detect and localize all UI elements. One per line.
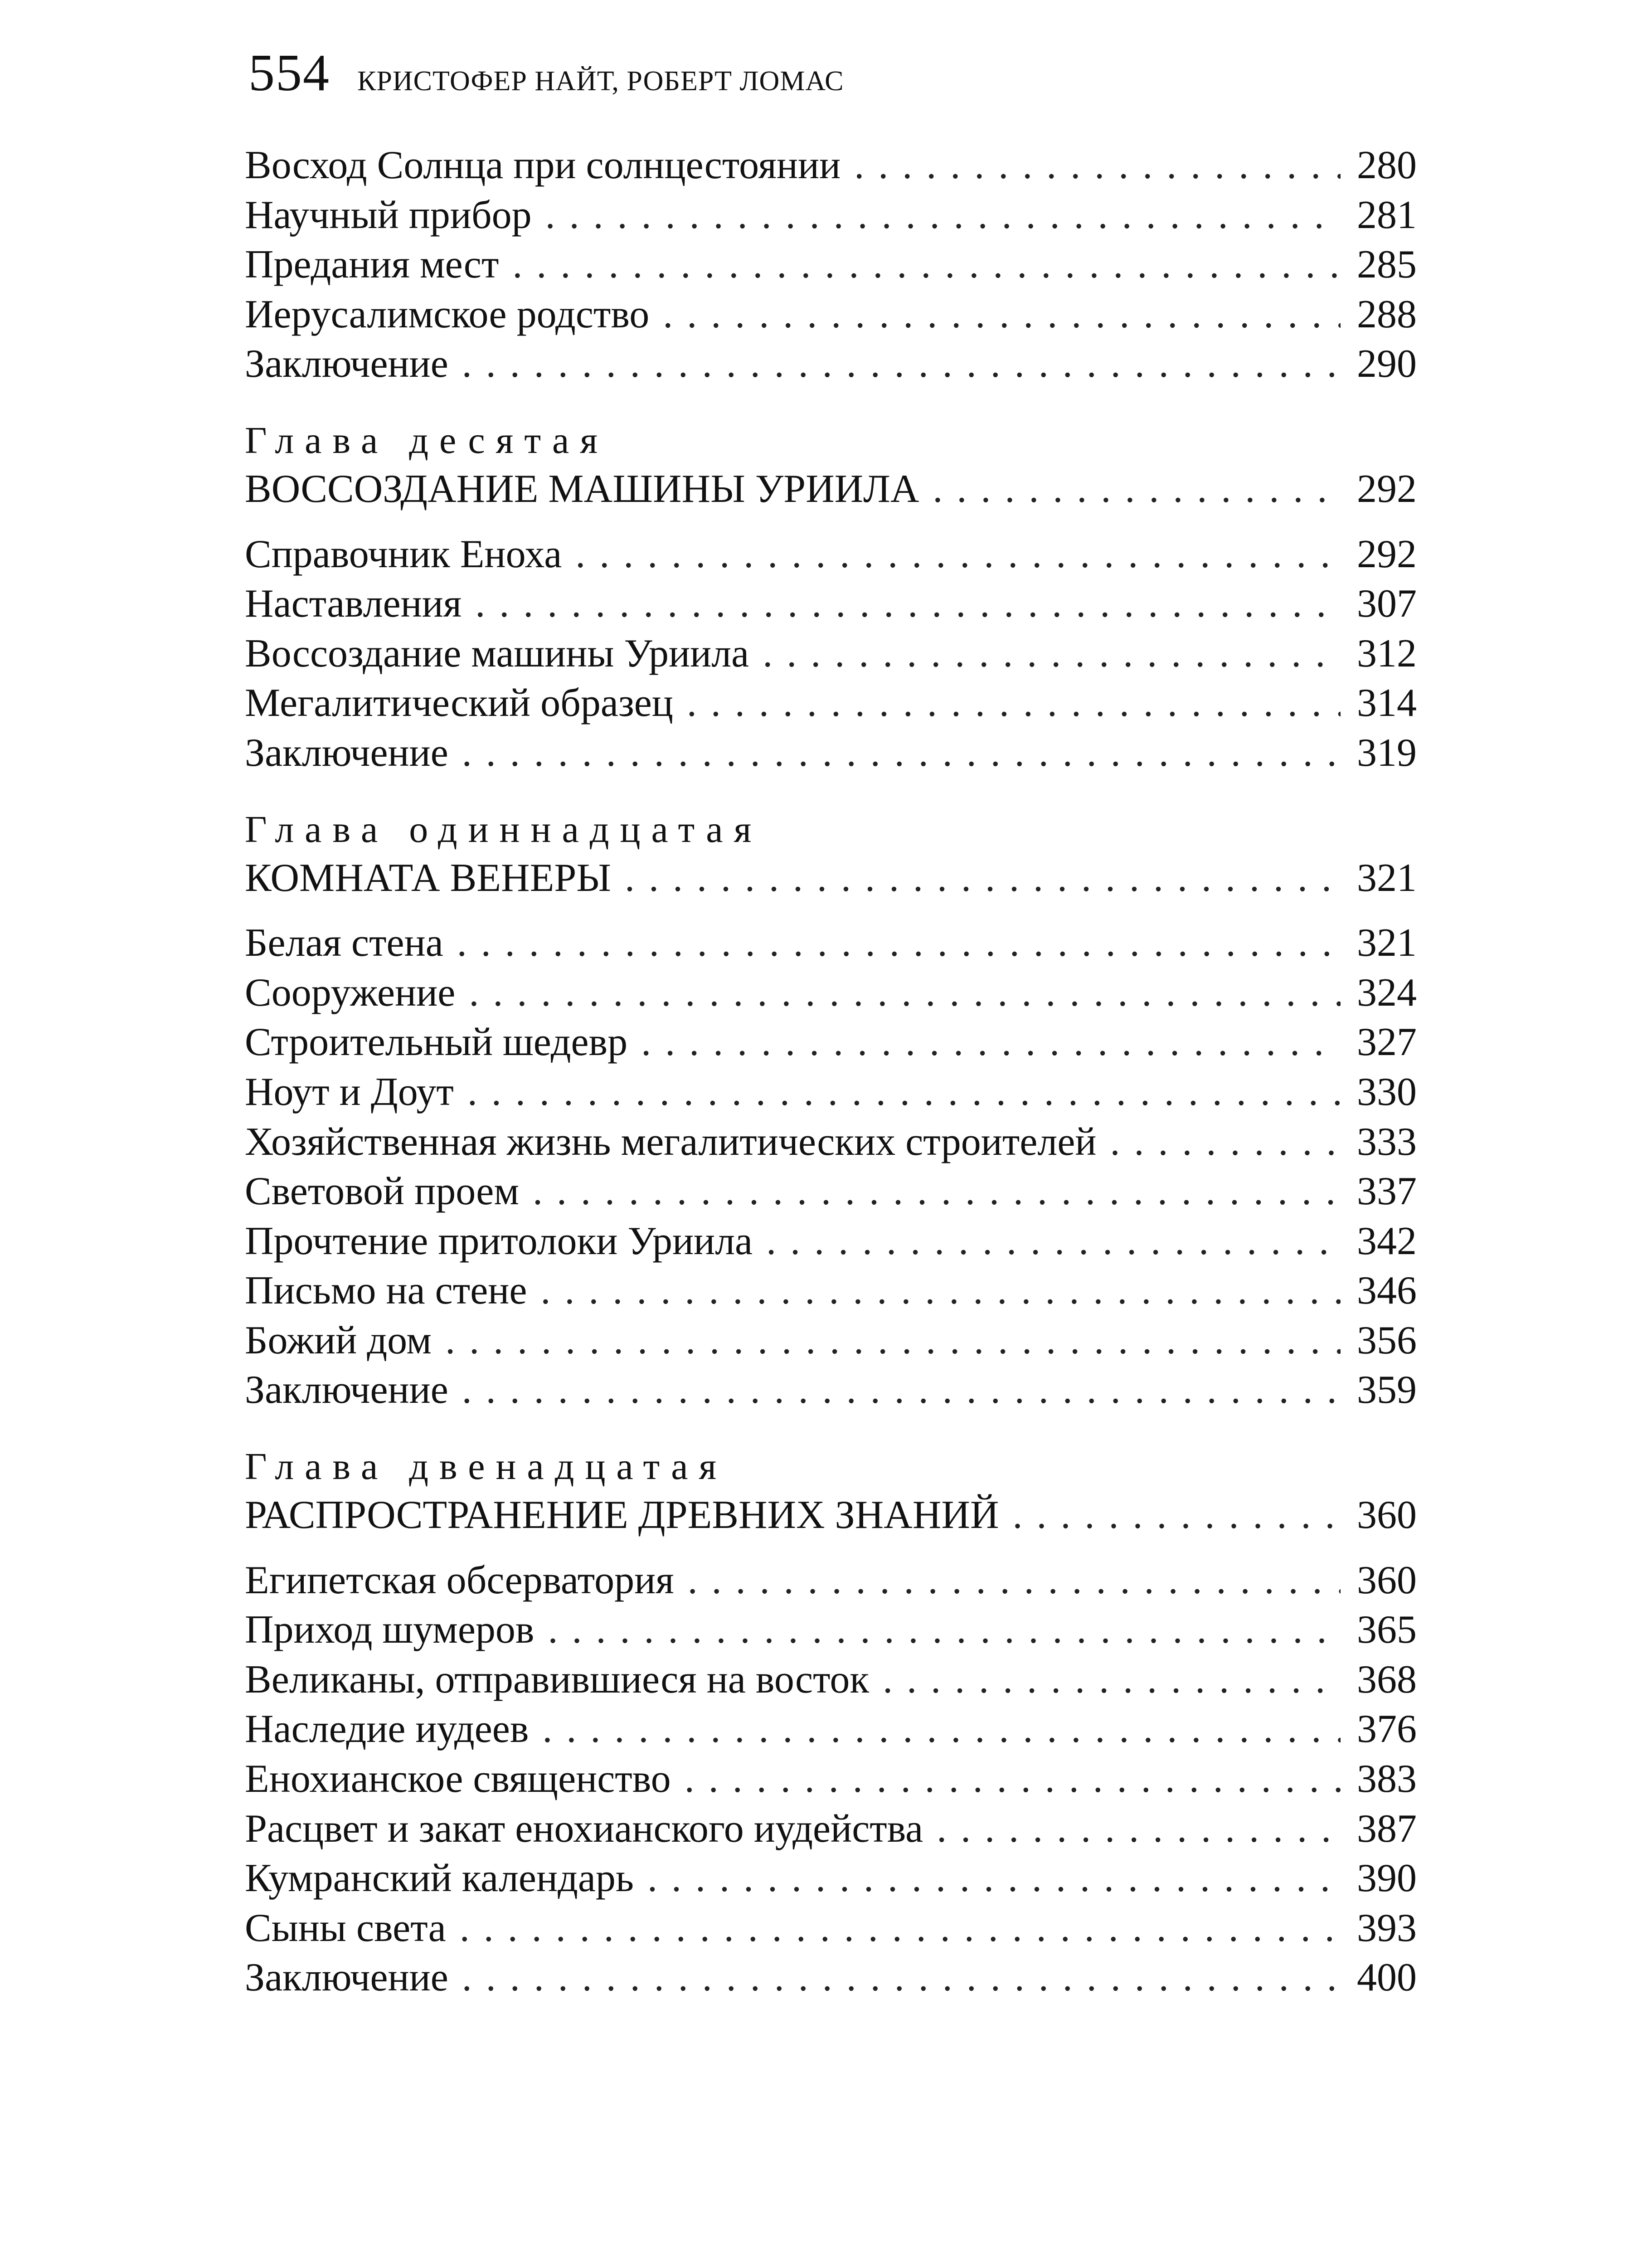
toc-entry-page: 387	[1357, 1806, 1417, 1851]
dot-leader	[467, 1067, 1341, 1117]
chapter-page: 321	[1357, 856, 1417, 900]
toc-entry[interactable]	[245, 1117, 1417, 1167]
toc-entry-page: 400	[1357, 1956, 1417, 2000]
toc-entry[interactable]	[245, 1804, 1417, 1854]
toc-entry-title: Заключение	[245, 1368, 448, 1412]
toc-entry-page: 290	[1357, 342, 1417, 386]
dot-leader	[647, 1853, 1341, 1903]
toc-entry-page: 330	[1357, 1070, 1417, 1114]
toc-entry-page: 327	[1357, 1020, 1417, 1065]
toc-entry-page: 376	[1357, 1707, 1417, 1751]
table-of-contents	[245, 141, 1417, 2003]
toc-entry[interactable]	[245, 141, 1417, 190]
dot-leader	[933, 464, 1341, 514]
toc-entry-title: Предания мест	[245, 243, 499, 287]
toc-entry[interactable]	[245, 1903, 1417, 1953]
toc-entry-title: Египетская обсерватория	[245, 1558, 674, 1602]
dot-leader	[854, 141, 1341, 190]
toc-entry-title: Мегалитический образец	[245, 681, 673, 725]
toc-entry-title: Справочник Еноха	[245, 532, 562, 576]
toc-entry-page: 365	[1357, 1608, 1417, 1652]
toc-entry-page: 342	[1357, 1219, 1417, 1263]
toc-entry-page: 359	[1357, 1368, 1417, 1412]
toc-entry-title: Наставления	[245, 582, 462, 626]
toc-entry[interactable]	[245, 1754, 1417, 1804]
toc-entry-page: 288	[1357, 292, 1417, 336]
toc-chapter-11	[245, 806, 1417, 1416]
toc-entry-title: Енохианское священство	[245, 1757, 671, 1801]
toc-entry-title: Восход Солнца при солнцестоянии	[245, 143, 841, 187]
toc-entry-page: 307	[1357, 582, 1417, 626]
chapter-title: КОМНАТА ВЕНЕРЫ	[245, 856, 612, 900]
toc-entry-title: Сыны света	[245, 1906, 446, 1950]
toc-entry[interactable]	[245, 1266, 1417, 1316]
toc-entry[interactable]	[245, 1316, 1417, 1366]
toc-entry-title: Заключение	[245, 1956, 448, 2000]
dot-leader	[469, 968, 1341, 1018]
toc-entry[interactable]	[245, 1605, 1417, 1655]
dot-leader	[462, 339, 1341, 389]
dot-leader	[462, 728, 1341, 778]
toc-entry-title: Ноут и Доут	[245, 1070, 454, 1114]
toc-entry-title: Иерусалимское родство	[245, 292, 650, 336]
toc-entry[interactable]	[245, 1167, 1417, 1216]
toc-entry-page: 312	[1357, 631, 1417, 676]
toc-entry-page: 333	[1357, 1119, 1417, 1164]
toc-entry-page: 360	[1357, 1558, 1417, 1602]
toc-entry-page: 280	[1357, 143, 1417, 187]
dot-leader	[475, 579, 1341, 629]
toc-entry[interactable]	[245, 240, 1417, 290]
toc-entry-title: Наследие иудеев	[245, 1707, 529, 1751]
toc-entry[interactable]	[245, 1853, 1417, 1903]
toc-chapter-10	[245, 417, 1417, 778]
toc-entry[interactable]	[245, 290, 1417, 340]
dot-leader	[625, 853, 1341, 903]
toc-entry-page: 346	[1357, 1269, 1417, 1313]
toc-entry[interactable]	[245, 339, 1417, 389]
chapter-page: 360	[1357, 1493, 1417, 1537]
toc-entry-page: 281	[1357, 193, 1417, 237]
toc-entry[interactable]	[245, 1704, 1417, 1754]
toc-entry-title: Заключение	[245, 342, 448, 386]
dot-leader	[533, 1167, 1341, 1216]
toc-entry-page: 314	[1357, 681, 1417, 725]
chapter-page: 292	[1357, 467, 1417, 511]
toc-entry-page: 321	[1357, 921, 1417, 965]
toc-entry-title: Воссоздание машины Уриила	[245, 631, 749, 676]
toc-entry-page: 356	[1357, 1318, 1417, 1362]
chapter-label: Глава двенадцатая	[245, 1445, 728, 1488]
toc-entry-page: 319	[1357, 730, 1417, 775]
toc-entry-page: 337	[1357, 1169, 1417, 1214]
dot-leader	[462, 1365, 1341, 1415]
toc-entry-page: 285	[1357, 243, 1417, 287]
page-header	[248, 43, 844, 103]
toc-entry-title: Кумранский календарь	[245, 1856, 634, 1901]
toc-entry[interactable]	[245, 918, 1417, 968]
dot-leader	[641, 1017, 1341, 1067]
toc-entry-page: 324	[1357, 970, 1417, 1015]
toc-entry[interactable]	[245, 1953, 1417, 2003]
running-head: КРИСТОФЕР НАЙТ, РОБЕРТ ЛОМАС	[357, 66, 844, 97]
toc-entry-page: 383	[1357, 1757, 1417, 1801]
toc-chapter-12	[245, 1443, 1417, 2003]
dot-leader	[763, 629, 1341, 679]
chapter-title: РАСПРОСТРАНЕНИЕ ДРЕВНИХ ЗНАНИЙ	[245, 1493, 999, 1537]
toc-entry-page: 368	[1357, 1657, 1417, 1702]
dot-leader	[548, 1605, 1341, 1655]
page-number: 554	[248, 44, 330, 102]
dot-leader	[766, 1216, 1341, 1266]
dot-leader	[540, 1266, 1341, 1316]
toc-entry-title: Заключение	[245, 730, 448, 775]
toc-entry-title: Письмо на стене	[245, 1269, 527, 1313]
toc-entry-title: Расцвет и закат енохианского иудейства	[245, 1806, 923, 1851]
chapter-title: ВОССОЗДАНИЕ МАШИНЫ УРИИЛА	[245, 467, 919, 511]
toc-entry[interactable]	[245, 968, 1417, 1018]
toc-entry[interactable]	[245, 1556, 1417, 1605]
dot-leader	[687, 678, 1341, 728]
dot-leader	[1013, 1490, 1341, 1540]
dot-leader	[685, 1754, 1341, 1804]
toc-entry-title: Научный прибор	[245, 193, 532, 237]
toc-entry-title: Прочтение притолоки Уриила	[245, 1219, 753, 1263]
dot-leader	[1110, 1117, 1341, 1167]
dot-leader	[460, 1903, 1341, 1953]
dot-leader	[445, 1316, 1341, 1366]
dot-leader	[937, 1804, 1341, 1854]
dot-leader	[688, 1556, 1341, 1605]
toc-entry[interactable]	[245, 678, 1417, 728]
toc-entry[interactable]	[245, 1067, 1417, 1117]
toc-entry-title: Световой проем	[245, 1169, 520, 1214]
toc-entry-title: Божий дом	[245, 1318, 432, 1362]
toc-entry[interactable]	[245, 1655, 1417, 1705]
chapter-title-entry[interactable]	[245, 1490, 1417, 1540]
toc-entry[interactable]	[245, 629, 1417, 679]
toc-entry-title: Приход шумеров	[245, 1608, 534, 1652]
toc-entry[interactable]	[245, 728, 1417, 778]
chapter-title-entry[interactable]	[245, 853, 1417, 903]
toc-entry-title: Белая стена	[245, 921, 443, 965]
dot-leader	[575, 530, 1341, 579]
dot-leader	[545, 190, 1341, 240]
toc-entry[interactable]	[245, 1365, 1417, 1415]
toc-entry[interactable]	[245, 579, 1417, 629]
toc-entry-title: Строительный шедевр	[245, 1020, 628, 1065]
dot-leader	[542, 1704, 1341, 1754]
toc-entry[interactable]	[245, 530, 1417, 579]
toc-entry-title: Сооружение	[245, 970, 456, 1015]
dot-leader	[462, 1953, 1341, 2003]
toc-entry[interactable]	[245, 1216, 1417, 1266]
chapter-label: Глава десятая	[245, 419, 608, 462]
toc-entry[interactable]	[245, 190, 1417, 240]
chapter-title-entry[interactable]	[245, 464, 1417, 514]
dot-leader	[512, 240, 1341, 290]
toc-entry-page: 292	[1357, 532, 1417, 576]
chapter-label: Глава одиннадцатая	[245, 808, 763, 851]
toc-section-continued	[245, 141, 1417, 389]
dot-leader	[663, 290, 1341, 340]
toc-entry-title: Великаны, отправившиеся на восток	[245, 1657, 870, 1702]
dot-leader	[883, 1655, 1341, 1705]
toc-entry[interactable]	[245, 1017, 1417, 1067]
toc-entry-title: Хозяйственная жизнь мегалитических строителей	[245, 1119, 1097, 1164]
dot-leader	[457, 918, 1341, 968]
toc-entry-page: 393	[1357, 1906, 1417, 1950]
toc-entry-page: 390	[1357, 1856, 1417, 1901]
